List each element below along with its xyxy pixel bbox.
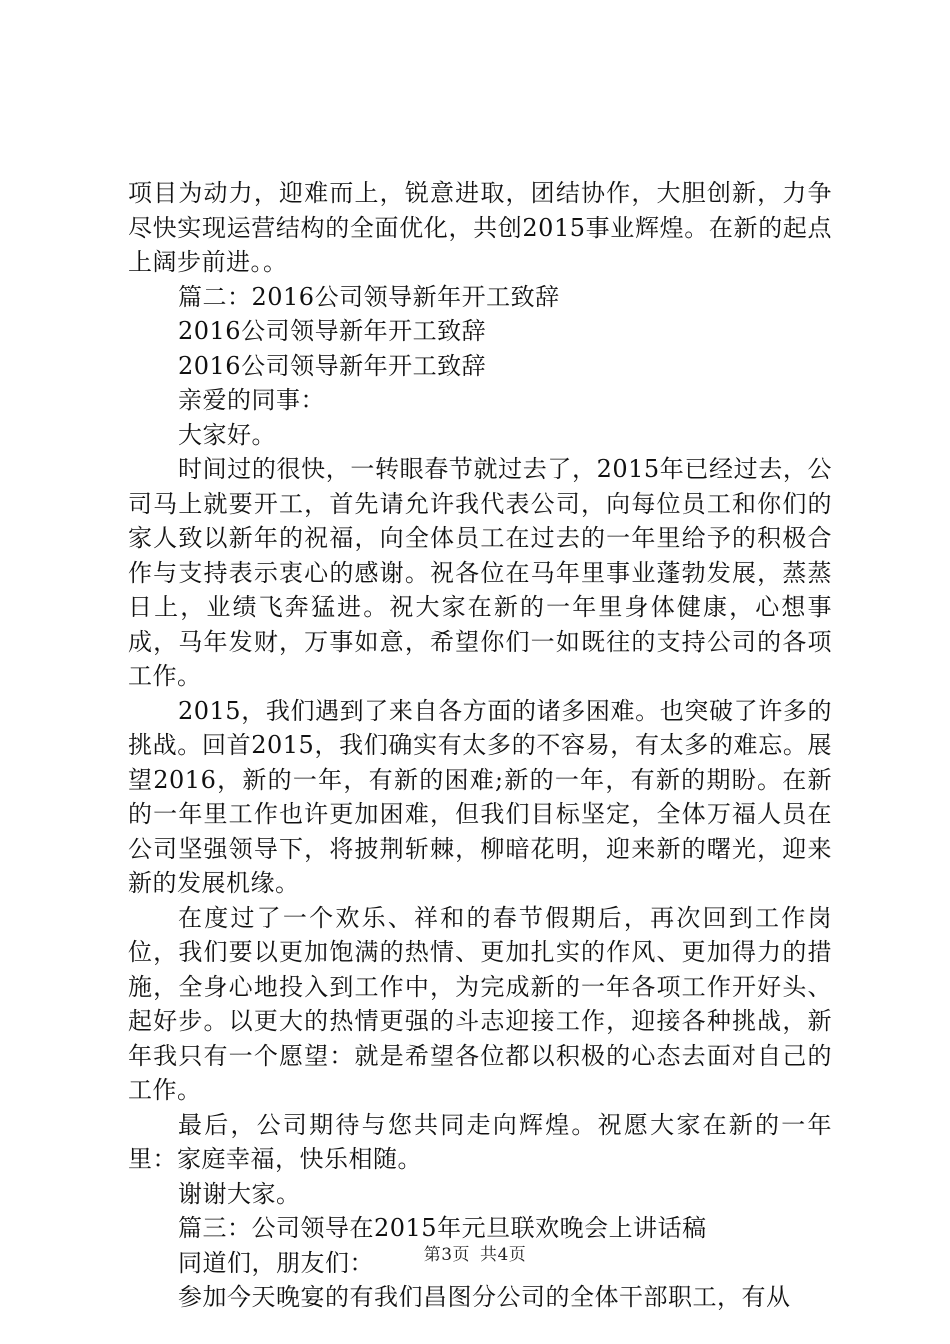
salutation: 亲爱的同事： <box>178 386 325 414</box>
page-number: 第3页 <box>423 1245 471 1265</box>
greeting: 大家好。 <box>178 420 276 449</box>
salutation-comrades: 同道们，朋友们： <box>178 1248 374 1277</box>
paragraph-back-to-work: 在度过了一个欢乐、祥和的春节假期后，再次回到工作岗位，我们要以更加饱满的热情、更加扎实的作风、更加得力的措施，全身心地投入到工作中，为完成新的一年各项工作开好头、起好步。以更大的热情更强的斗志迎接工作，迎接各种挑战，新年我只有一个愿望：就是希望各位都以积极的心态去面对自己的工作。 <box>128 903 832 1104</box>
speech-title: 2016公司领导新年开工致辞 <box>178 317 487 345</box>
paragraph-closing-wishes: 最后，公司期待与您共同走向辉煌。祝愿大家在新的一年里：家庭幸福，快乐相随。 <box>128 1110 832 1173</box>
section-heading-part-two: 篇二：2016公司领导新年开工致辞 <box>178 282 560 311</box>
paragraph-continuation: 项目为动力，迎难而上，锐意进取，团结协作，大胆创新，力争尽快实现运营结构的全面优化，共创2015事业辉煌。在新的起点上阔步前进。。 <box>128 179 832 276</box>
thanks-line: 谢谢大家。 <box>178 1179 301 1208</box>
paragraph-review-outlook: 2015，我们遇到了来自各方面的诸多困难。也突破了许多的挑战。回首2015，我们确实有太多的不容易，有太多的难忘。展望2016，新的一年，有新的困难;新的一年，有新的期盼。在新的一年里工作也许更加困难，但我们目标坚定，全体万福人员在公司坚强领导下，将披荆斩棘，柳暗花明，迎来新的曙光，迎来新的发展机缘。 <box>128 696 832 897</box>
document-body <box>128 176 832 1315</box>
paragraph-new-year-wishes: 时间过的很快，一转眼春节就过去了，2015年已经过去，公司马上就要开工，首先请允许我代表公司，向每位员工和你们的家人致以新年的祝福，向全体员工在过去的一年里给予的积极合作与支持表示衷心的感谢。祝各位在马年里事业蓬勃发展，蒸蒸日上，业绩飞奔猛进。祝大家在新的一年里身体健康，心想事成，马年发财，万事如意，希望你们一如既往的支持公司的各项工作。 <box>128 455 832 690</box>
speech-title-repeat: 2016公司领导新年开工致辞 <box>178 351 487 380</box>
page-footer <box>0 1240 950 1265</box>
paragraph-banquet-attendees: 参加今天晚宴的有我们昌图分公司的全体干部职工，有从 <box>178 1283 791 1311</box>
page-total: 共4页 <box>479 1245 527 1265</box>
section-heading-part-three: 篇三：公司领导在2015年元旦联欢晚会上讲话稿 <box>178 1214 707 1242</box>
